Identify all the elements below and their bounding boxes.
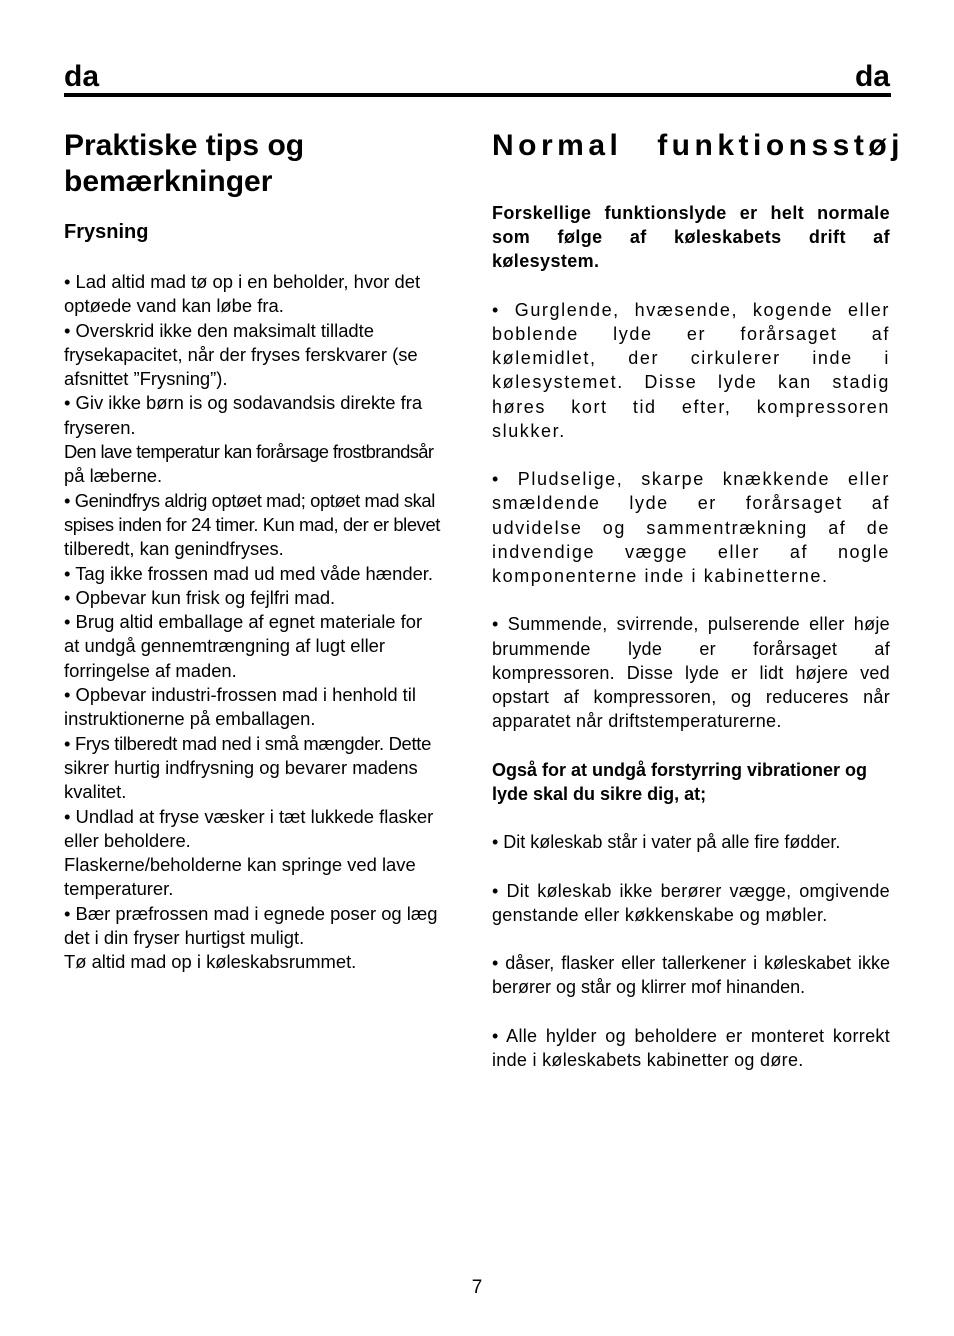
noise-intro: Forskellige funktionslyde er helt normale som følge af køleskabets drift af kølesystem. — [492, 203, 890, 272]
tip-line: • Undlad at fryse væsker i tæt lukkede flasker — [64, 805, 434, 827]
freezing-tips — [64, 270, 462, 975]
tips-title — [64, 128, 462, 200]
tip-line: • Lad altid mad tø op i en beholder, hvor det — [64, 271, 421, 292]
tip-line: tilberedt, kan genindfryses. — [64, 538, 284, 560]
tips-title-line: Praktiske tips og — [64, 129, 305, 162]
tip-line: • Tag ikke frossen mad ud med våde hænder. — [64, 562, 434, 584]
language-code-left: da — [64, 60, 100, 93]
tip-line: Flaskerne/beholderne kan springe ved lave — [64, 854, 416, 876]
tip-line: sikrer hurtig indfrysning og bevarer madens — [64, 756, 418, 778]
vibration-heading: Også for at undgå forstyrring vibrationer og lyde skal du sikre dig, at; — [492, 759, 868, 804]
tip-line: Tø altid mad op i køleskabsrummet. — [64, 951, 357, 973]
check-item: • dåser, flasker eller tallerkener i køleskabet ikke berører og står og klirrer mof hinanden. — [492, 953, 890, 998]
language-code-right: da — [854, 60, 890, 93]
tip-line: temperaturer. — [64, 878, 174, 900]
sound-paragraph: • Gurglende, hvæsende, kogende eller boblende lyde er forårsaget af kølemidlet, der cirkulerer inde i kølesystemet. Disse lyde kan stadig høres kort tid efter, kompressoren slukker. — [492, 299, 890, 441]
tip-line: det i din fryser hurtigst muligt. — [64, 927, 305, 949]
page-number: 7 — [471, 1277, 483, 1298]
tip-line: • Brug altid emballage af egnet materiale for — [64, 611, 423, 633]
tip-line: • Overskrid ikke den maksimalt tilladte — [64, 319, 374, 341]
tip-line: forringelse af maden. — [64, 659, 237, 681]
tip-line: Den lave temperatur kan forårsage frostbrandsår — [64, 441, 434, 463]
tip-line: instruktionerne på emballagen. — [64, 708, 316, 730]
noise-column — [492, 128, 905, 1072]
tip-line: • Bær præfrossen mad i egnede poser og læg — [64, 902, 438, 924]
tip-line: fryseren. — [64, 416, 136, 438]
tip-line: afsnittet ”Frysning”). — [64, 368, 228, 390]
tips-title-line: bemærkninger — [64, 165, 273, 198]
tip-line: spises inden for 24 timer. Kun mad, der er blevet — [64, 513, 441, 535]
freezing-subheading: Frysning — [64, 221, 149, 243]
tip-line: • Opbevar industri-frossen mad i henhold til — [64, 684, 416, 706]
check-item: • Alle hylder og beholdere er monteret korrekt inde i køleskabets kabinetter og døre. — [492, 1025, 890, 1070]
tip-line: eller beholdere. — [64, 829, 191, 851]
sound-paragraph: • Pludselige, skarpe knækkende eller smældende lyde er forårsaget af udvidelse og sammentrækning af de indvendige vægge eller af nogle komponenterne inde i kabinetterne. — [492, 469, 890, 587]
tip-line: optøede vand kan løbe fra. — [64, 295, 284, 317]
tips-column — [64, 128, 462, 975]
noise-title: Normal funktionsstøj — [492, 129, 905, 162]
sound-paragraph: • Summende, svirrende, pulserende eller høje brummende lyde er forårsaget af kompressoren. Disse lyde er lidt højere ved opstart af kompressoren, og reduceres når apparatet når driftstemperaturerne. — [492, 614, 890, 732]
tip-line: • Opbevar kun frisk og fejlfri mad. — [64, 586, 336, 608]
tip-line: • Giv ikke børn is og sodavandsis direkte fra — [64, 392, 423, 414]
tip-line: • Frys tilberedt mad ned i små mængder. Dette — [64, 732, 432, 754]
check-item: • Dit køleskab står i vater på alle fire fødder. — [492, 832, 841, 853]
tip-line: kvalitet. — [64, 781, 127, 803]
tip-line: at undgå gennemtrængning af lugt eller — [64, 635, 386, 657]
header-rule — [64, 93, 891, 97]
tip-line: på læberne. — [64, 465, 163, 487]
tip-line: frysekapacitet, når der fryses ferskvarer (se — [64, 343, 418, 365]
check-item: • Dit køleskab ikke berører vægge, omgivende genstande eller køkkenskabe og møbler. — [492, 880, 890, 925]
tip-line: • Genindfrys aldrig optøet mad; optøet mad skal — [64, 489, 435, 511]
